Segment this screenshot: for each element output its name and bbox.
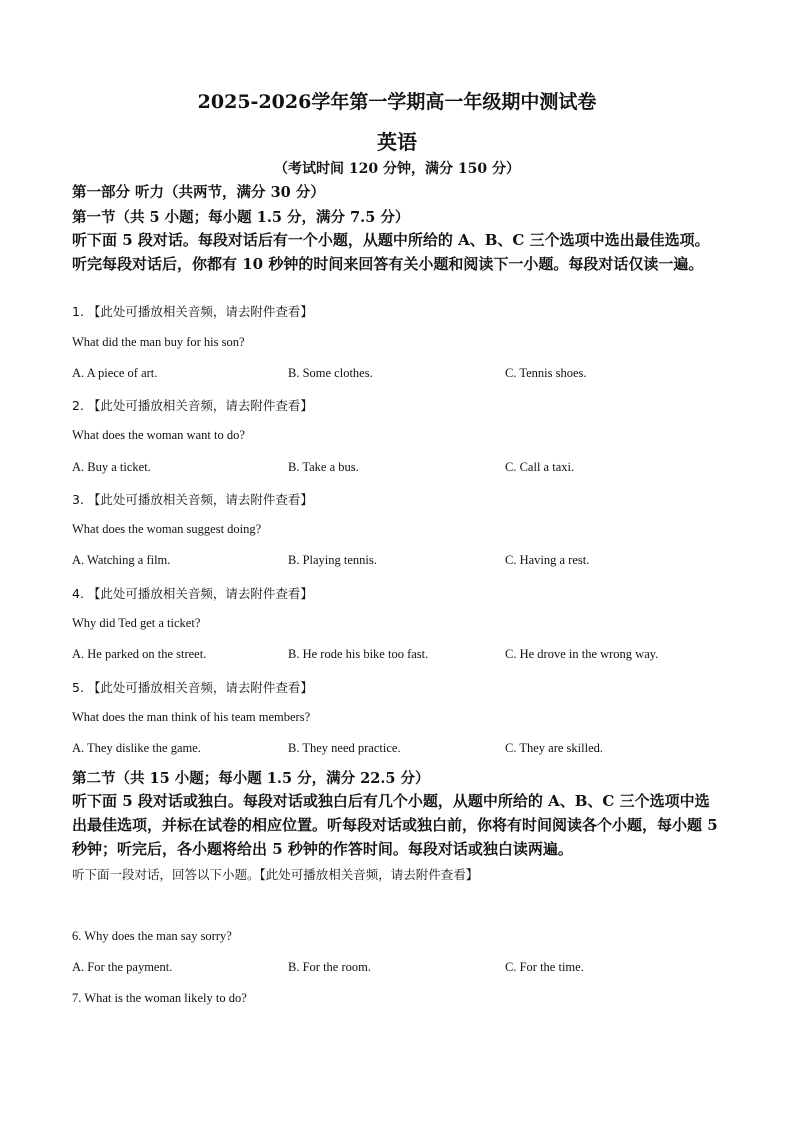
option-2b: B. Take a bus.: [288, 460, 359, 474]
option-3c: C. Having a rest.: [505, 553, 590, 567]
audio-prompt-1[interactable]: 1. 【此处可播放相关音频，请去附件查看】: [72, 304, 313, 319]
option-3b: B. Playing tennis.: [288, 553, 377, 567]
audio-prompt-2[interactable]: 2. 【此处可播放相关音频，请去附件查看】: [72, 398, 313, 413]
question-7: 7. What is the woman likely to do?: [72, 991, 247, 1005]
option-4a: A. He parked on the street.: [72, 647, 207, 661]
option-3a: A. Watching a film.: [72, 553, 171, 567]
question-6: 6. Why does the man say sorry?: [72, 929, 232, 943]
question-4: Why did Ted get a ticket?: [72, 616, 201, 630]
option-1c: C. Tennis shoes.: [505, 366, 587, 380]
subject-title: 英语: [377, 130, 417, 154]
section1-heading: 第一节（共 5 小题；每小题 1.5 分，满分 7.5 分）: [72, 209, 410, 226]
option-6c: C. For the time.: [505, 960, 584, 974]
question-3: What does the woman suggest doing?: [72, 522, 262, 536]
option-4b: B. He rode his bike too fast.: [288, 647, 429, 661]
option-6a: A. For the payment.: [72, 960, 173, 974]
option-6b: B. For the room.: [288, 960, 371, 974]
option-1a: A. A piece of art.: [72, 366, 158, 380]
section2-instruction: 听下面 5 段对话或独白。每段对话或独白后有几个小题，从题中所给的 A、B、C 三个选项中选出最佳选项，并标在试卷的相应位置。听每段对话或独白前，你将有时间阅读各个小题，每小题 5 秒钟；听完后，各小题将给出 5 秒钟的作答时间。每段对话或独白读两遍。: [72, 792, 718, 858]
part1-heading: 第一部分 听力（共两节，满分 30 分）: [72, 184, 325, 201]
option-4c: C. He drove in the wrong way.: [505, 647, 659, 661]
question-5: What does the man think of his team members?: [72, 710, 311, 724]
audio-prompt-4[interactable]: 4. 【此处可播放相关音频，请去附件查看】: [72, 586, 313, 601]
dialogue-intro[interactable]: 听下面一段对话，回答以下小题。【此处可播放相关音频，请去附件查看】: [72, 867, 479, 882]
exam-title: 2025-2026学年第一学期高一年级期中测试卷: [197, 91, 597, 113]
option-5c: C. They are skilled.: [505, 741, 604, 755]
section2-heading: 第二节（共 15 小题；每小题 1.5 分，满分 22.5 分）: [72, 770, 430, 787]
question-2: What does the woman want to do?: [72, 428, 245, 442]
option-5a: A. They dislike the game.: [72, 741, 201, 755]
exam-info: （考试时间 120 分钟，满分 150 分）: [274, 161, 520, 177]
audio-prompt-3[interactable]: 3. 【此处可播放相关音频，请去附件查看】: [72, 492, 313, 507]
question-1: What did the man buy for his son?: [72, 335, 245, 349]
option-1b: B. Some clothes.: [288, 366, 373, 380]
option-2c: C. Call a taxi.: [505, 460, 575, 474]
section1-instruction: 听下面 5 段对话。每段对话后有一个小题，从题中所给的 A、B、C 三个选项中选出最佳选项。听完每段对话后，你都有 10 秒钟的时间来回答有关小题和阅读下一小题。每段对话仅读一遍。: [72, 231, 710, 273]
option-5b: B. They need practice.: [288, 741, 401, 755]
audio-prompt-5[interactable]: 5. 【此处可播放相关音频，请去附件查看】: [72, 680, 313, 695]
option-2a: A. Buy a ticket.: [72, 460, 151, 474]
